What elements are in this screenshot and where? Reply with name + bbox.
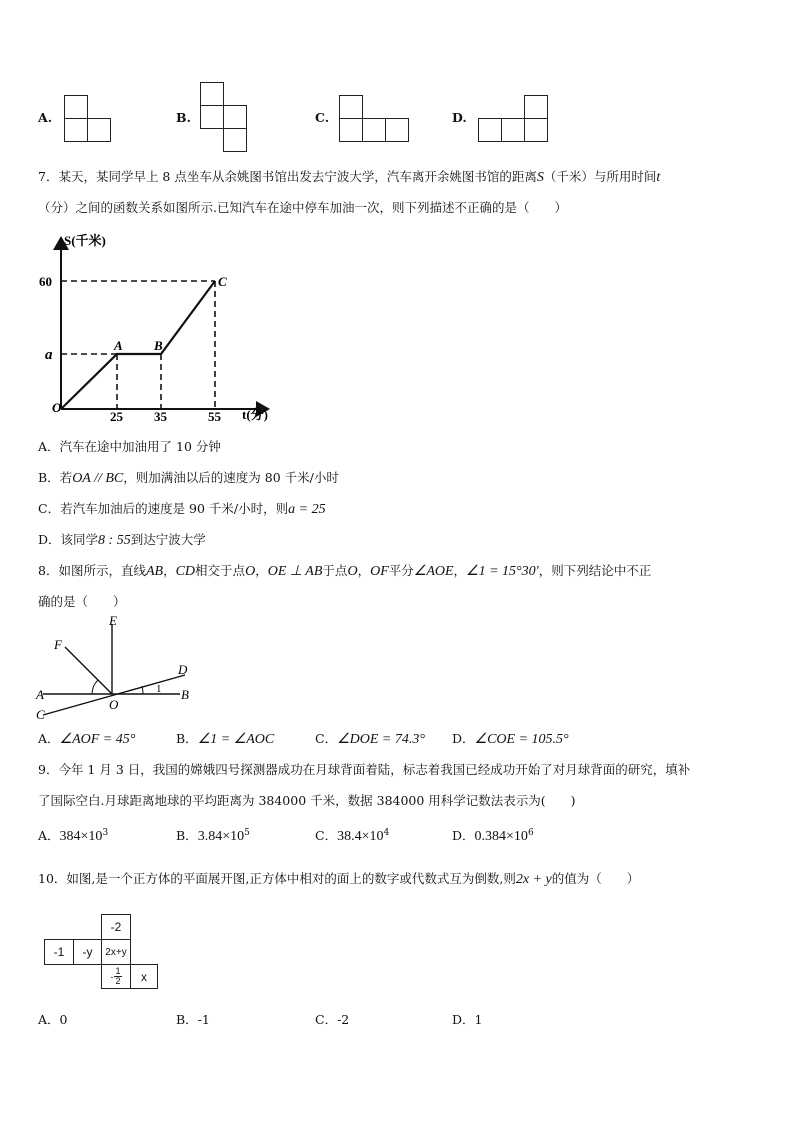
- q9-option-b-label: B．: [176, 828, 198, 843]
- q10-option-b: B．-1: [176, 1012, 210, 1027]
- q8-label-d: D: [178, 662, 188, 677]
- q6-option-d-label: D.: [452, 110, 467, 125]
- q8-label-1: 1: [156, 683, 162, 695]
- q10-option-a: A．0: [38, 1012, 68, 1027]
- q8-option-b: [176, 729, 274, 748]
- q7-y-tick-60: 60: [39, 274, 52, 289]
- q7-x-tick-25: 25: [110, 409, 123, 423]
- q8-math-of: OF: [370, 564, 389, 579]
- q7-stem-var-s: S: [536, 170, 544, 185]
- q8-stem-line2: 确的是（ ）: [38, 594, 126, 609]
- q7-option-b-math: OA // BC: [72, 471, 124, 486]
- q8-label-b: B: [181, 687, 189, 702]
- q9-option-b-exp: 5: [244, 827, 250, 838]
- q8-option-b-math: ∠1 = ∠AOC: [197, 732, 275, 747]
- q8-intersecting-lines-figure: [30, 612, 205, 724]
- q10-net-bottom: [101, 964, 131, 989]
- q7-stem-text-b: （千米）与所用时间: [543, 169, 657, 184]
- q10-net-bottom-sign: -: [110, 971, 114, 982]
- q9-option-a-exp: 3: [102, 827, 109, 838]
- q7-x-tick-55: 55: [208, 409, 221, 423]
- q8-math-aoe: ∠AOE: [413, 564, 454, 579]
- q8-math-cd: CD: [175, 564, 196, 579]
- q8-text-d: 平分: [388, 563, 414, 578]
- q9-option-d: [452, 826, 534, 845]
- q8-option-a: [38, 729, 135, 748]
- q9-option-c-base: 38.4×10: [337, 829, 384, 844]
- q8-label-c: C: [36, 707, 45, 722]
- q10-net-left2: -y: [73, 939, 102, 965]
- q10-option-c: C．-2: [315, 1012, 350, 1027]
- q7-stem-text-a: 7．某天，某同学早上 8 点坐车从余姚图书馆出发去宁波大学，汽车离开余姚图书馆的距离: [38, 169, 537, 184]
- q9-option-d-exp: 6: [527, 827, 534, 838]
- q9-option-c-label: C．: [315, 828, 338, 843]
- q7-distance-line: [61, 281, 215, 409]
- q7-point-a-label: A: [114, 338, 123, 353]
- q10-stem-text-a: 10．如图,是一个正方体的平面展开图,正方体中相对的面上的数字或代数式互为倒数,则: [38, 871, 516, 886]
- q8-math-ab: AB: [145, 564, 164, 579]
- q10-net-left1: -1: [44, 939, 74, 965]
- q7-y-axis-label: S(千米): [64, 233, 106, 248]
- q8-option-a-math: ∠AOF = 45°: [59, 732, 136, 747]
- q7-point-b-label: B: [154, 338, 163, 353]
- q7-option-d-text2: 到达宁波大学: [130, 532, 206, 547]
- q7-option-d-text1: D．该同学: [38, 532, 99, 547]
- q8-label-f: F: [54, 637, 62, 652]
- q8-option-d: [452, 729, 569, 748]
- q9-option-d-base: 0.384×10: [474, 829, 528, 844]
- q8-option-b-label: B．: [176, 731, 198, 746]
- q8-option-c-math: ∠DOE = 74.3°: [337, 732, 425, 747]
- q10-net-bottom-numerator: 1: [115, 966, 121, 976]
- q8-text-b: 相交于点: [195, 563, 246, 578]
- q8-option-a-label: A．: [38, 731, 60, 746]
- q9-option-a-label: A．: [38, 828, 60, 843]
- q8-angle-arc-aof: [92, 680, 98, 694]
- q10-net-center: 2x+y: [101, 939, 131, 965]
- q8-math-angle1: ∠1 = 15°30′: [466, 564, 539, 579]
- q8-sep3: ，: [357, 563, 371, 578]
- q8-option-d-math: ∠COE = 105.5°: [474, 732, 569, 747]
- q10-net-top: -2: [101, 914, 131, 940]
- q6-option-c-label: C.: [315, 110, 330, 125]
- q10-stem: [38, 869, 639, 888]
- q7-option-b-text2: ，则加满油以后的速度为 80 千米/小时: [123, 470, 339, 485]
- q10-stem-math: 2x + y: [515, 872, 552, 887]
- q10-net-right: x: [130, 964, 158, 989]
- q7-option-c-math: a = 25: [288, 502, 326, 517]
- q7-origin-label: O: [52, 400, 62, 415]
- q9-option-a-base: 384×10: [59, 829, 103, 844]
- q8-math-o: O: [245, 564, 256, 579]
- q8-stem-line1: [38, 561, 651, 580]
- q8-text-c: 于点: [322, 563, 348, 578]
- q7-x-tick-35: 35: [154, 409, 167, 423]
- q8-math-oe-perp: OE ⊥ AB: [267, 564, 323, 579]
- q8-text-e: ，则下列结论中不正: [538, 563, 652, 578]
- q8-label-o: O: [109, 697, 119, 712]
- q8-label-a: A: [36, 687, 44, 702]
- q10-option-d: D．1: [452, 1012, 483, 1027]
- q7-stem-line1: [38, 167, 660, 186]
- q7-option-c: [38, 499, 326, 518]
- q9-option-c: [315, 826, 389, 845]
- q7-option-a: A．汽车在途中加油用了 10 分钟: [38, 439, 221, 454]
- q8-label-e: E: [109, 613, 117, 628]
- q8-option-c-label: C．: [315, 731, 338, 746]
- q7-y-tick-a: a: [45, 347, 53, 363]
- q9-option-c-exp: 4: [383, 827, 390, 838]
- q9-option-b-base: 3.84×10: [197, 829, 245, 844]
- q8-option-d-label: D．: [452, 731, 475, 746]
- q7-option-d: [38, 530, 206, 549]
- q7-point-c-label: C: [218, 274, 227, 289]
- q8-sep1: ，: [163, 563, 176, 578]
- q8-text-a: 8．如图所示，直线: [38, 563, 146, 578]
- q8-sep2: ，: [255, 563, 268, 578]
- q9-option-b: [176, 826, 250, 845]
- q10-stem-text-b: 的值为（ ）: [551, 871, 640, 886]
- q7-option-b: [38, 468, 339, 487]
- q8-option-c: [315, 729, 425, 748]
- q6-option-a-label: A.: [38, 110, 53, 125]
- q8-sep4: ，: [453, 563, 467, 578]
- q6-option-b-label: B.: [176, 110, 191, 125]
- q8-math-o2: O: [347, 564, 358, 579]
- q9-option-d-label: D．: [452, 828, 475, 843]
- q9-stem-line1: 9．今年 1 月 3 日，我国的嫦娥四号探测器成功在月球背面着陆，标志着我国已经成功开始了对月球背面的研究，填补: [38, 762, 691, 777]
- q7-option-d-math: 8 : 55: [98, 533, 131, 548]
- q7-distance-time-graph: [30, 228, 290, 423]
- q7-stem-var-t: t: [656, 170, 661, 185]
- q7-option-b-text1: B．若: [38, 470, 73, 485]
- q7-option-c-text1: C．若汽车加油后的速度是 90 千米/小时，则: [38, 501, 289, 516]
- q7-stem-line2: （分）之间的函数关系如图所示.已知汽车在途中停车加油一次，则下列描述不正确的是（ ）: [38, 200, 567, 215]
- q9-option-a: [38, 826, 108, 845]
- q10-net-bottom-denominator: 2: [115, 976, 121, 986]
- q9-stem-line2: 了国际空白.月球距离地球的平均距离为 384000 千米，数据 384000 用科学记数法表示为( ): [38, 793, 576, 808]
- q7-x-axis-label: t(分): [242, 407, 268, 422]
- q10-net-bottom-fraction: [114, 967, 121, 986]
- q8-ray-of: [65, 647, 112, 694]
